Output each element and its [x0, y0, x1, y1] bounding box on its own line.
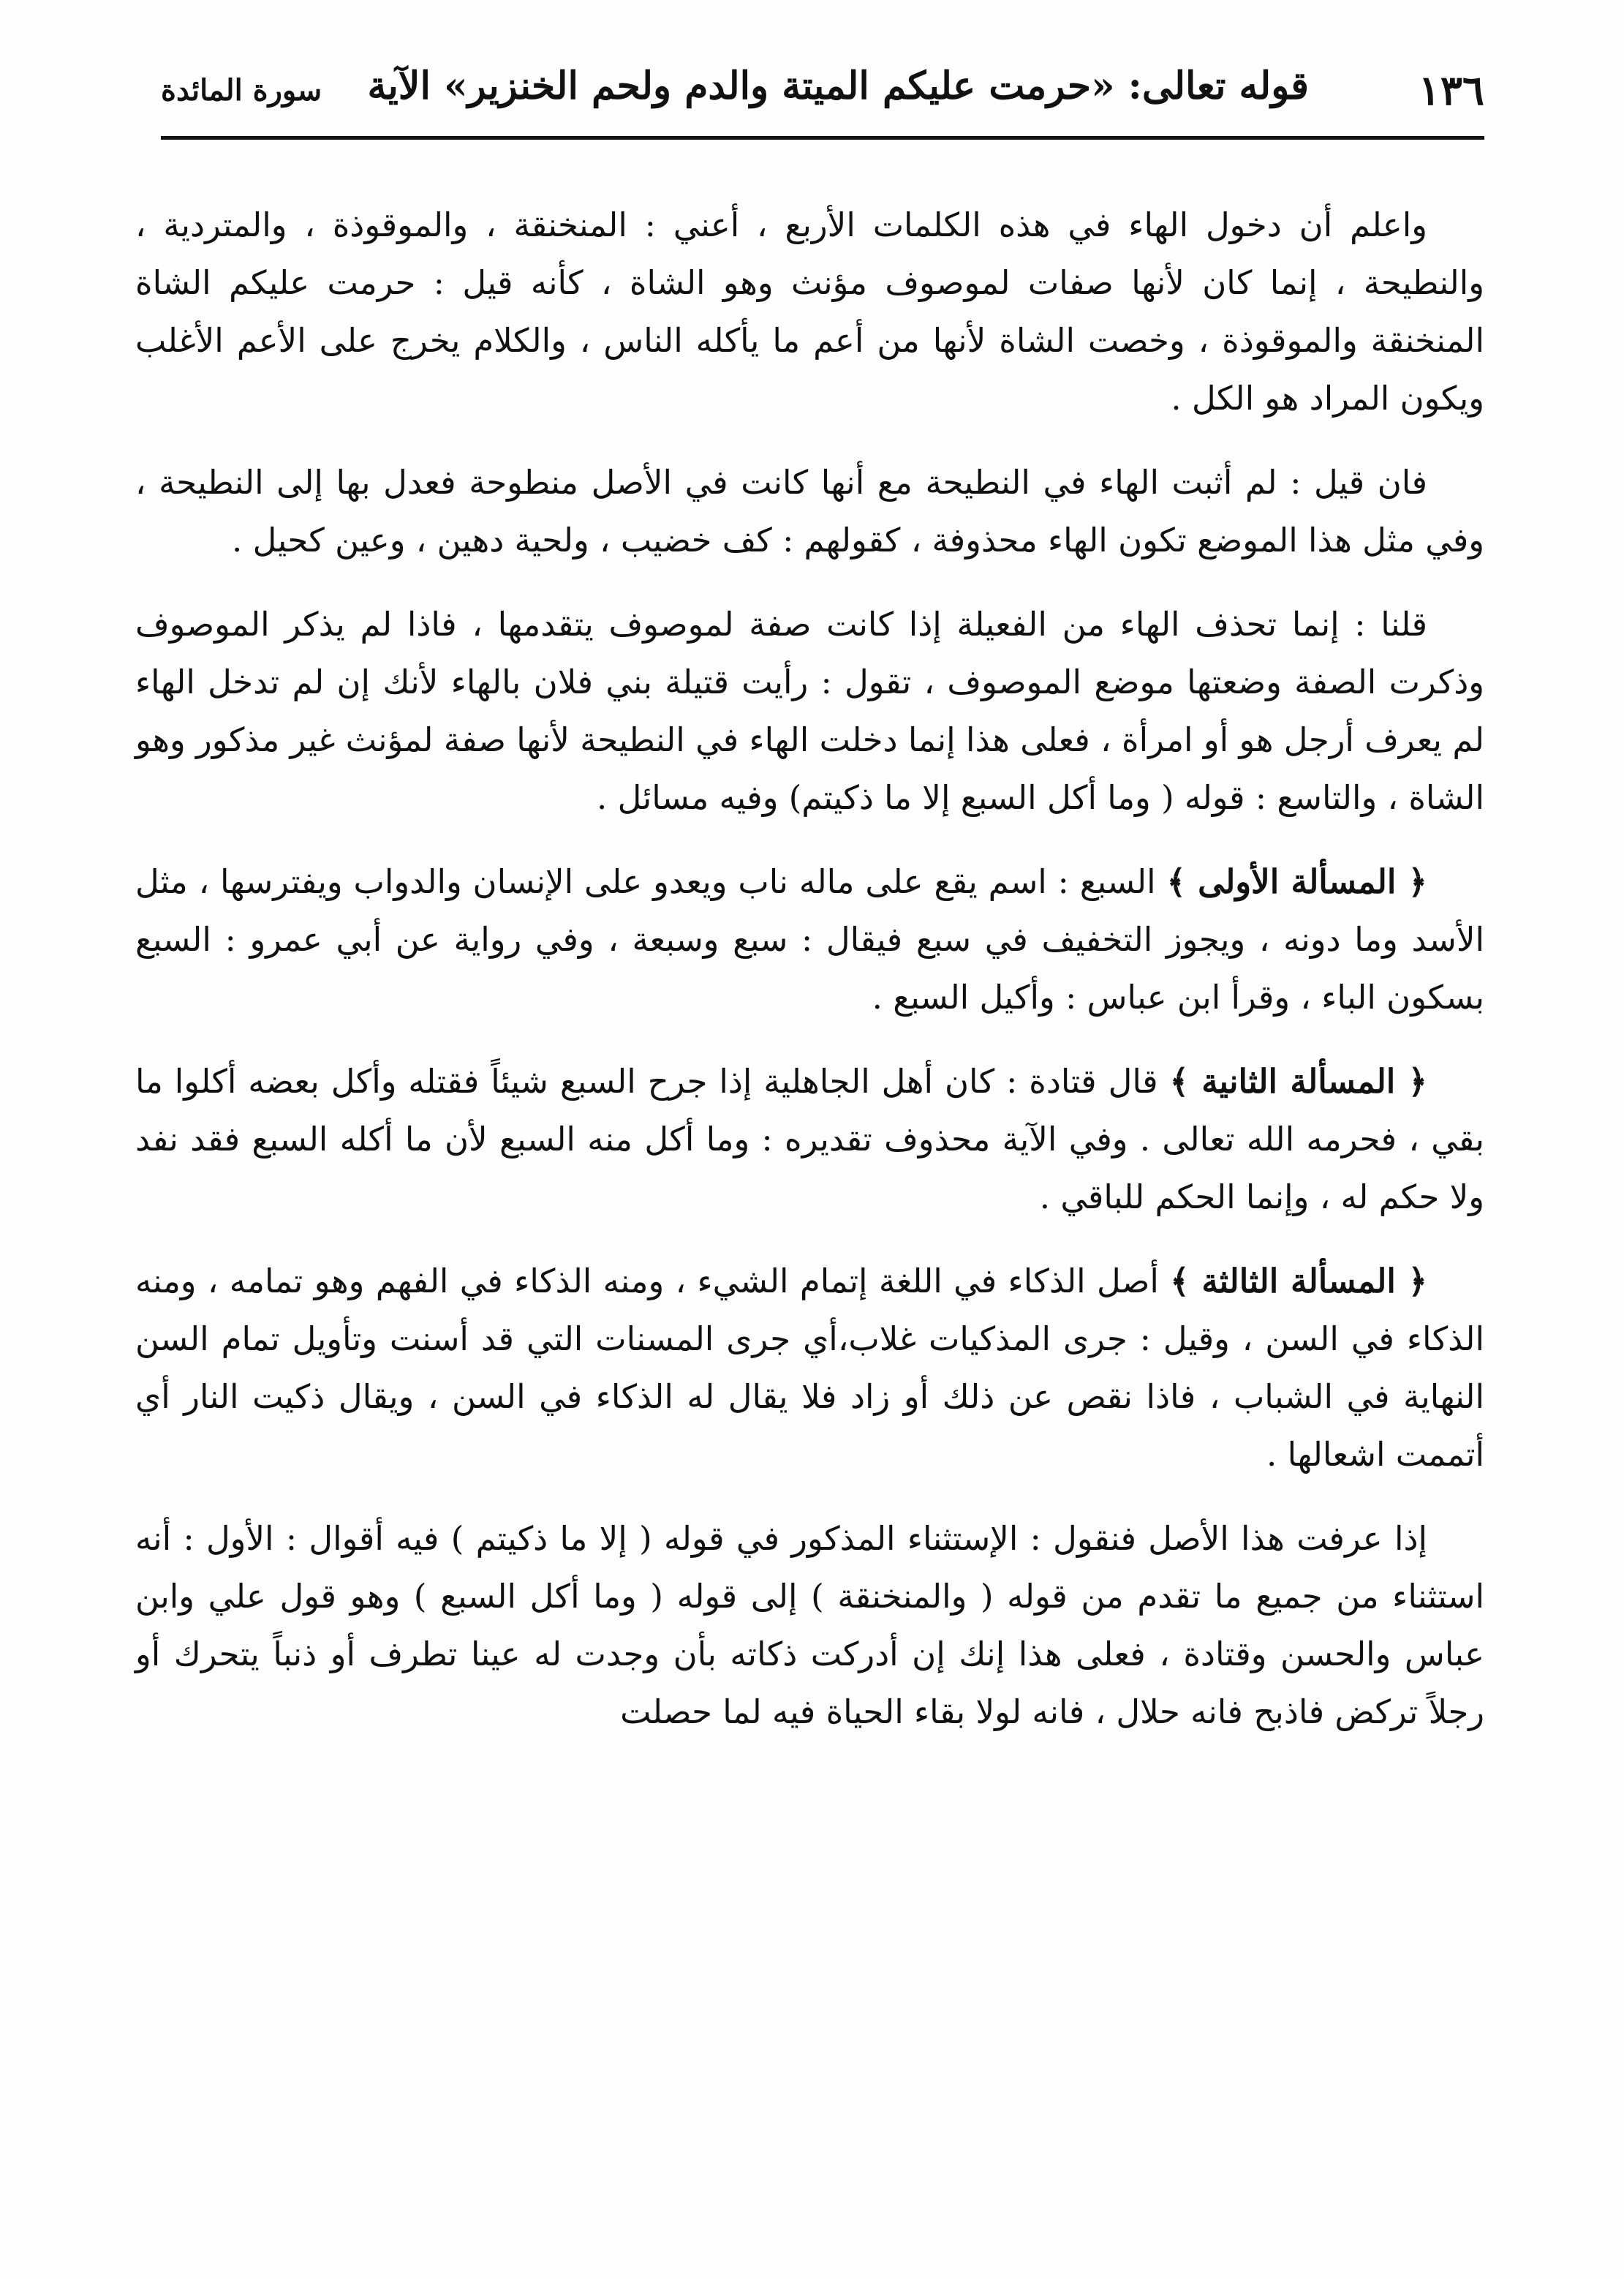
paragraph-text: قال قتادة : كان أهل الجاهلية إذا جرح السبع شيئاً فقتله وأكل بعضه أكلوا ما بقي ، فحرمه الله تعالى . وفي الآية محذوف تقديره : وما أكل منه السبع لأن ما أكله السبع فقد نفد ولا حكم له ، وإنما الحكم للباقي . — [135, 1062, 1484, 1216]
page-header — [161, 44, 1484, 139]
section-heading: ﴿ المسألة الثالثة ﴾ — [1170, 1262, 1427, 1300]
paragraph — [135, 1252, 1484, 1483]
section-heading: ﴿ المسألة الأولى ﴾ — [1166, 862, 1427, 901]
body-text — [135, 196, 1484, 1741]
header-rule — [161, 136, 1484, 140]
paragraph — [135, 1052, 1484, 1226]
paragraph — [135, 1510, 1484, 1741]
paragraph-text: أصل الذكاء في اللغة إتمام الشيء ، ومنه الذكاء في الفهم وهو تمامه ، ومنه الذكاء في السن ، وقيل : جرى المذكيات غلاب،أي جرى المسنات التي قد أسنت وتأويل تمام السن النهاية في الشباب ، فاذا نقص عن ذلك أو زاد فلا يقال له الذكاء في السن ، ويقال ذكيت النار أي أتممت اشعالها . — [135, 1262, 1484, 1474]
paragraph-text: السبع : اسم يقع على ماله ناب ويعدو على الإنسان والدواب ويفترسها ، مثل الأسد وما دونه ، ويجوز التخفيف في سبع فيقال : سبع وسبعة ، وفي رواية عن أبي عمرو : السبع بسكون الباء ، وقرأ ابن عباس : وأكيل السبع . — [135, 862, 1484, 1017]
paragraph — [135, 853, 1484, 1026]
running-title: قوله تعالى: «حرمت عليكم الميتة والدم ولحم الخنزير» الآية — [367, 64, 1309, 108]
page-number: ١٣٦ — [1418, 67, 1484, 115]
paragraph-text: قلنا : إنما تحذف الهاء من الفعيلة إذا كانت صفة لموصوف يتقدمها ، فاذا لم يذكر الموصوف وذكرت الصفة وضعتها موضع الموصوف ، تقول : رأيت قتيلة بني فلان بالهاء لأنك إن لم تدخل الهاء لم يعرف أرجل هو أو امرأة ، فعلى هذا إنما دخلت الهاء في النطيحة لأنها صفة لمؤنث غير مذكور وهو الشاة ، والتاسع : قوله ( وما أكل السبع إلا ما ذكيتم) وفيه مسائل . — [135, 605, 1484, 817]
section-heading: ﴿ المسألة الثانية ﴾ — [1169, 1062, 1427, 1101]
paragraph — [135, 595, 1484, 826]
paragraph — [135, 196, 1484, 427]
paragraph-text: إذا عرفت هذا الأصل فنقول : الإستثناء المذكور في قوله ( إلا ما ذكيتم ) فيه أقوال : الأول : أنه استثناء من جميع ما تقدم من قوله ( والمنخنقة ) إلى قوله ( وما أكل السبع ) وهو قول علي وابن عباس والحسن وقتادة ، فعلى هذا إنك إن أدركت ذكاته بأن وجدت له عينا تطرف أو ذنباً يتحرك أو رجلاً تركض فاذبح فانه حلال ، فانه لولا بقاء الحياة فيه لما حصلت — [135, 1519, 1484, 1731]
paragraph-text: فان قيل : لم أثبت الهاء في النطيحة مع أنها كانت في الأصل منطوحة فعدل بها إلى النطيحة ، وفي مثل هذا الموضع تكون الهاء محذوفة ، كقولهم : كف خضيب ، ولحية دهين ، وعين كحيل . — [135, 463, 1484, 560]
surah-name: سورة المائدة — [161, 73, 322, 108]
paragraph — [135, 453, 1484, 569]
paragraph-text: واعلم أن دخول الهاء في هذه الكلمات الأربع ، أعني : المنخنقة ، والموقوذة ، والمتردية ، والنطيحة ، إنما كان لأنها صفات لموصوف مؤنث وهو الشاة ، كأنه قيل : حرمت عليكم الشاة المنخنقة والموقوذة ، وخصت الشاة لأنها من أعم ما يأكله الناس ، والكلام يخرج على الأعم الأغلب ويكون المراد هو الكل . — [135, 206, 1484, 418]
